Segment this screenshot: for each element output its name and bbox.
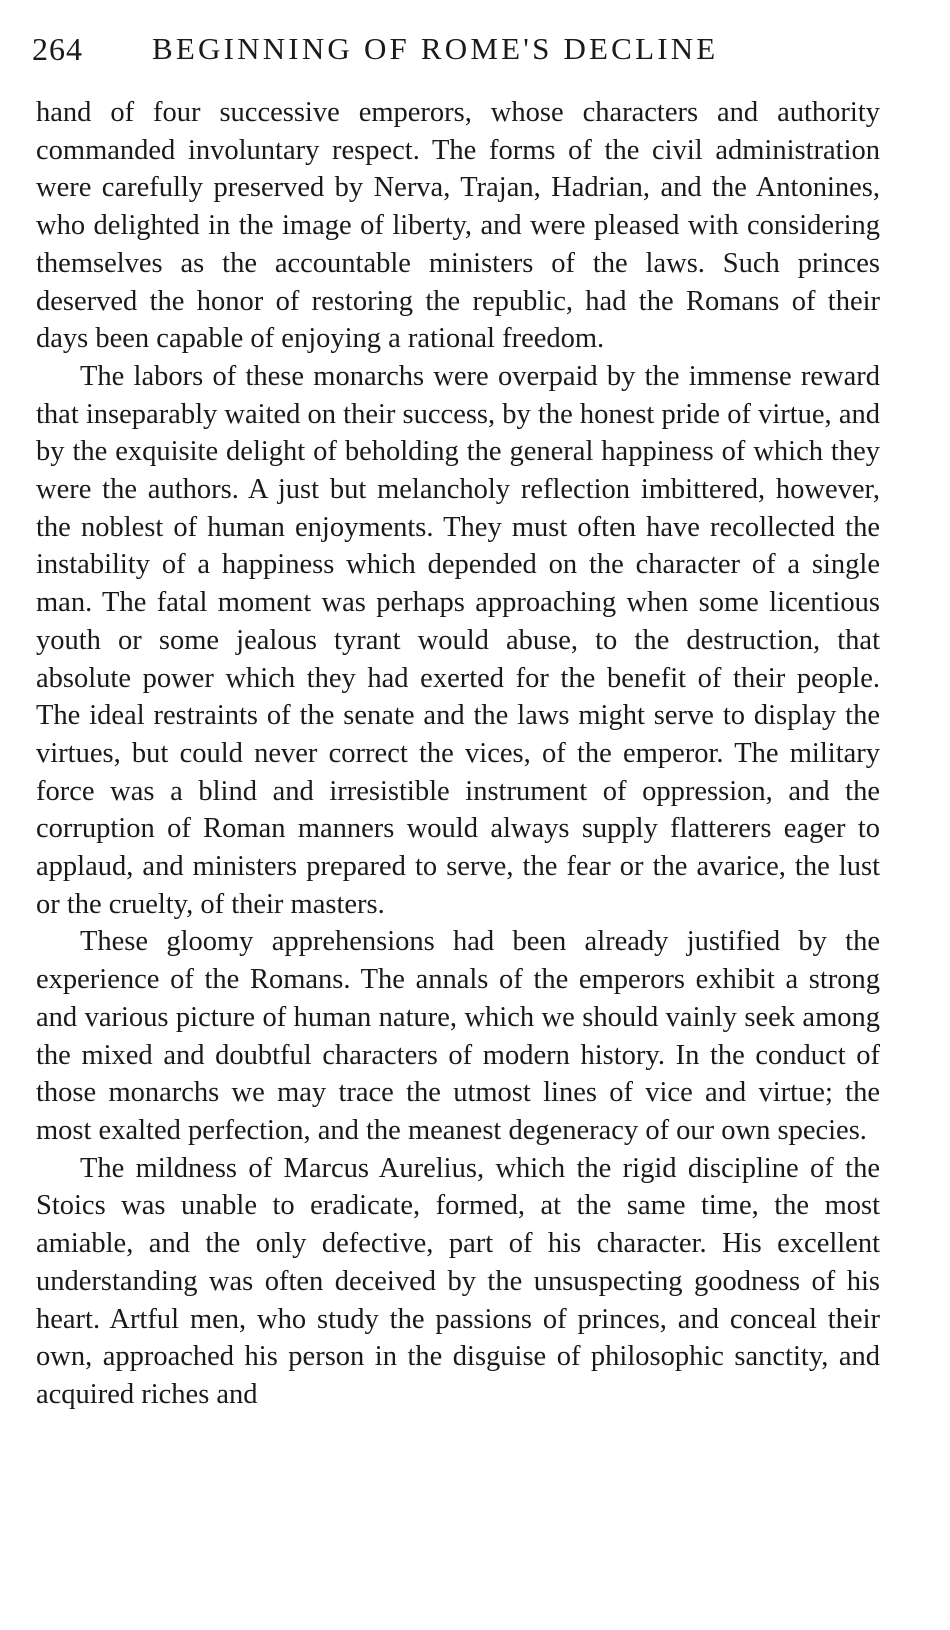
page-header xyxy=(32,26,912,72)
paragraph-apprehensions: These gloomy apprehensions had been already justified by the experience of the Romans. The annals of the emperors exhibit a strong and various picture of human nature, which we should vainly seek among the mixed and doubtful characters of modern history. In the conduct of those monarchs we may trace the utmost lines of vice and virtue; the most exalted perfection, and the meanest degeneracy of our own species. xyxy=(36,926,880,1146)
running-title: BEGINNING OF ROME'S DECLINE xyxy=(152,31,719,66)
paragraph-marcus-aurelius: The mildness of Marcus Aurelius, which the rigid discipline of the Stoics was unable to eradicate, formed, at the same time, the most amiable, and the only defective, part of his character. His excellent understanding was often deceived by the unsuspecting goodness of his heart. Artful men, who study the passions of princes, and conceal their own, approached his person in the disguise of philosophic sanctity, and acquired riches and xyxy=(36,1152,880,1410)
paragraph-continued: hand of four successive emperors, whose characters and authority commanded involuntary respect. The forms of the civil administration were carefully preserved by Nerva, Trajan, Hadrian, and the Antonines, who delighted in the image of liberty, and were pleased with considering themselves as the accountable ministers of the laws. Such princes deserved the honor of restoring the republic, had the Romans of their days been capable of enjoying a rational freedom. xyxy=(36,97,880,355)
paragraph-labors: The labors of these monarchs were overpaid by the immense reward that inseparably waited on their success, by the honest pride of virtue, and by the exquisite delight of beholding the general happiness of which they were the authors. A just but melancholy reflection imbittered, however, the noblest of human enjoyments. They must often have recollected the instability of a happiness which depended on the character of a single man. The fatal moment was perhaps approaching when some licentious youth or some jealous tyrant would abuse, to the destruction, that absolute power which they had exerted for the benefit of their people. The ideal restraints of the senate and the laws might serve to display the virtues, but could never correct the vices, of the emperor. The military force was a blind and irresistible instrument of oppression, and the corruption of Roman manners would always supply flatterers eager to applaud, and ministers prepared to serve, the fear or the avarice, the lust or the cruelty, of their masters. xyxy=(36,360,880,920)
page-number: 264 xyxy=(32,31,83,67)
body-text xyxy=(36,94,880,1414)
